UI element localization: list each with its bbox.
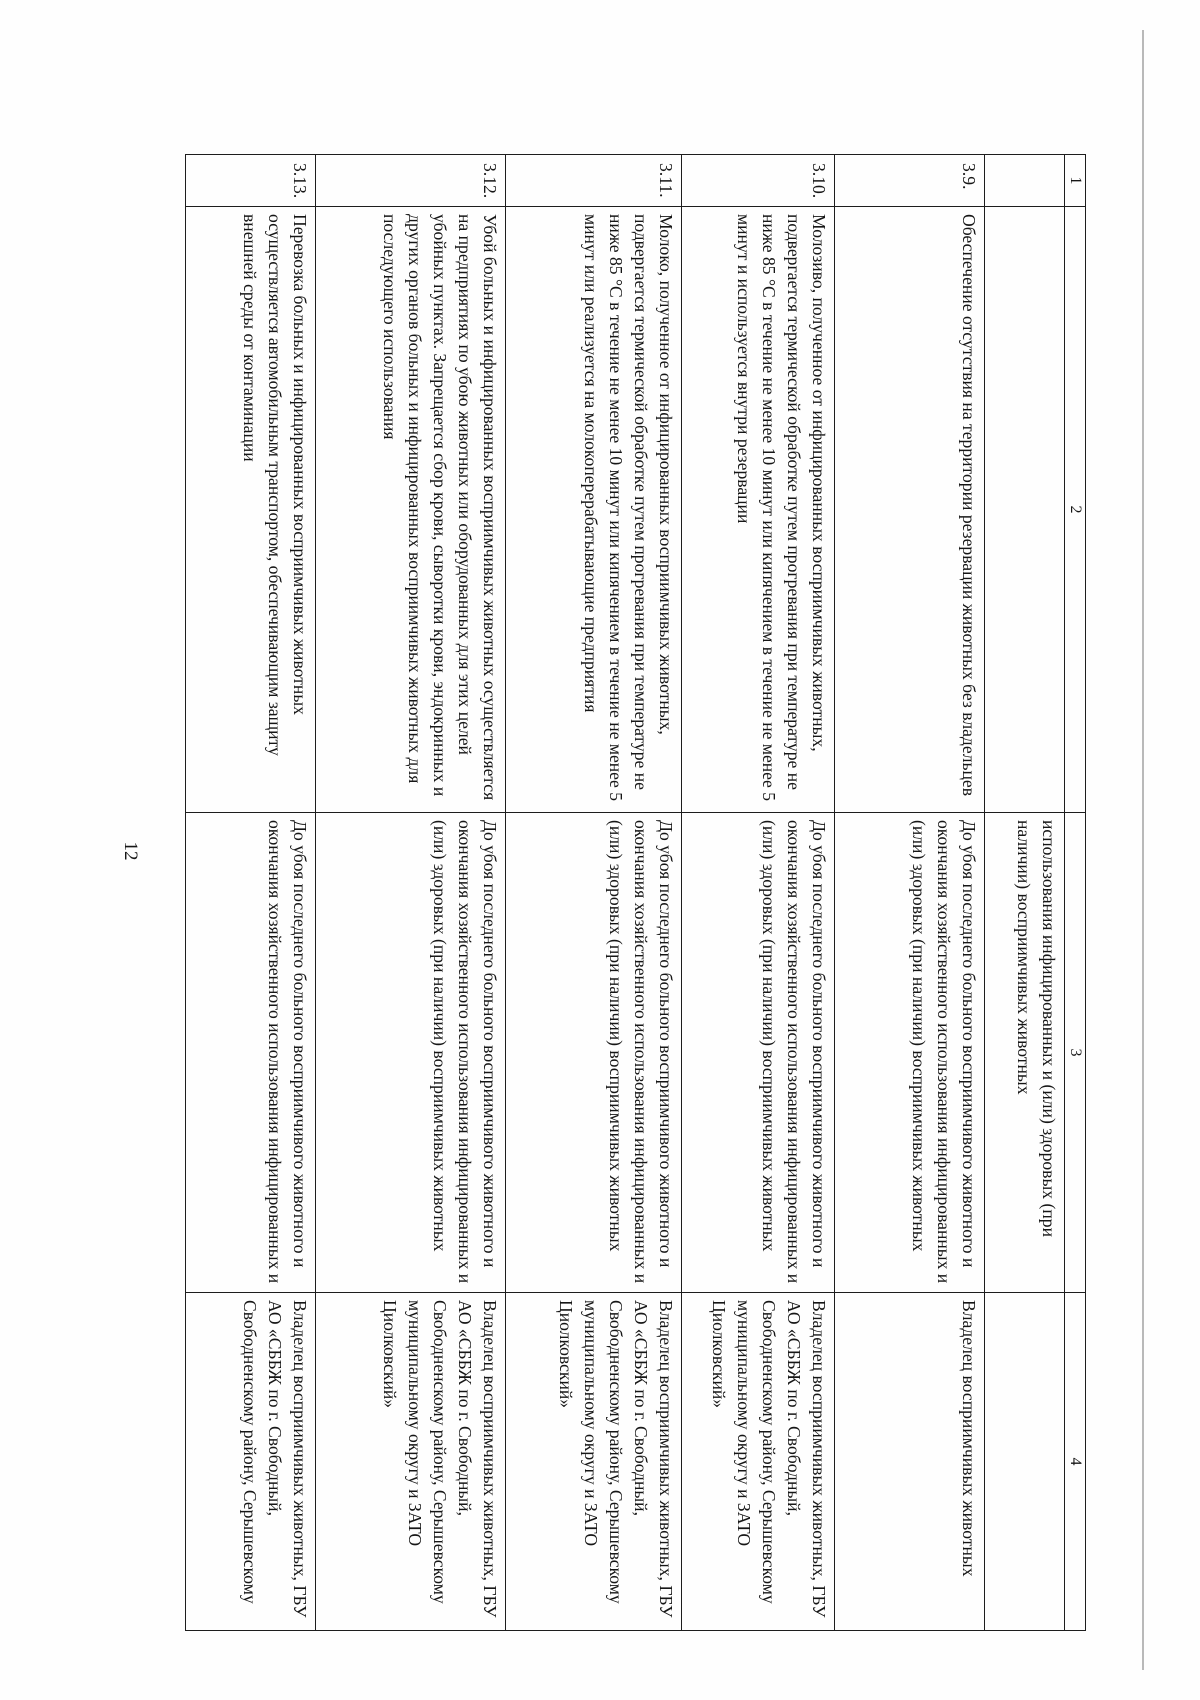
header-col-1: 1 xyxy=(1065,155,1086,207)
table-row xyxy=(835,155,985,1631)
row-responsible: Владелец восприимчивых животных, ГБУ АО «СББЖ по г. Свободный, Свободненскому району, Серышевскому муниципальному округу и ЗАТО Циолковский» xyxy=(506,1293,682,1631)
row-measure: Обеспечение отсутствия на территории резервации животных без владельцев xyxy=(835,207,985,813)
row-term: До убоя последнего больного восприимчивого животного и окончания хозяйственного использования инфицированных и (или) здоровых (при наличии) восприимчивых животных xyxy=(835,813,985,1293)
table-header-row xyxy=(1065,155,1086,1631)
row-number: 3.9. xyxy=(835,155,985,207)
row-number: 3.13. xyxy=(186,155,316,207)
row-responsible: Владелец восприимчивых животных, ГБУ АО «СББЖ по г. Свободный, Свободненскому району, Серышевскому муниципальному округу и ЗАТО Циолковский» xyxy=(316,1293,506,1631)
row-term: До убоя последнего больного восприимчивого животного и окончания хозяйственного использования инфицированных и (или) здоровых (при наличии) восприимчивых животных xyxy=(506,813,682,1293)
row-responsible: Владелец восприимчивых животных, ГБУ АО «СББЖ по г. Свободный, Свободненскому району, Серышевскому xyxy=(186,1293,316,1631)
row-measure xyxy=(985,207,1065,813)
row-responsible: Владелец восприимчивых животных xyxy=(835,1293,985,1631)
row-measure: Молоко, полученное от инфицированных восприимчивых животных, подвергается термической обработке путем прогревания при температуре не ниже 85 °С в течение не менее 10 минут или кипячением в течение не менее 5 минут или реализуется на молокоперерабатывающие предприятия xyxy=(506,207,682,813)
page-number: 12 xyxy=(120,841,141,861)
row-number: 3.10. xyxy=(682,155,835,207)
table-row xyxy=(682,155,835,1631)
row-measure: Перевозка больных и инфицированных восприимчивых животных осуществляется автомобильным транспортом, обеспечивающим защиту внешней среды от контаминации xyxy=(186,207,316,813)
row-term: До убоя последнего больного восприимчивого животного и окончания хозяйственного использования инфицированных и (или) здоровых (при наличии) восприимчивых животных xyxy=(682,813,835,1293)
row-number: 3.12. xyxy=(316,155,506,207)
row-number xyxy=(985,155,1065,207)
row-term: До убоя последнего больного восприимчивого животного и окончания хозяйственного использования инфицированных и xyxy=(186,813,316,1293)
row-responsible: Владелец восприимчивых животных, ГБУ АО «СББЖ по г. Свободный, Свободненскому району, Серышевскому муниципальному округу и ЗАТО Циолковский» xyxy=(682,1293,835,1631)
table-row xyxy=(186,155,316,1631)
row-term: использования инфицированных и (или) здоровых (при наличии) восприимчивых животных xyxy=(985,813,1065,1293)
row-responsible xyxy=(985,1293,1065,1631)
table-row xyxy=(316,155,506,1631)
measures-table xyxy=(185,154,1086,1631)
rotated-table-container xyxy=(185,154,1086,1630)
header-col-2: 2 xyxy=(1065,207,1086,813)
row-number: 3.11. xyxy=(506,155,682,207)
scan-edge-line xyxy=(1142,30,1144,1670)
row-term: До убоя последнего больного восприимчивого животного и окончания хозяйственного использования инфицированных и (или) здоровых (при наличии) восприимчивых животных xyxy=(316,813,506,1293)
row-measure: Молозиво, полученное от инфицированных восприимчивых животных, подвергается термической обработке путем прогревания при температуре не ниже 85 °С в течение не менее 10 минут или кипячением в течение не менее 5 минут и используется внутри резервации xyxy=(682,207,835,813)
header-col-4: 4 xyxy=(1065,1293,1086,1631)
row-measure: Убой больных и инфицированных восприимчивых животных осуществляется на предприятиях по убою животных или оборудованных для этих целей убойных пунктах. Запрещается сбор крови, сыворотки крови, эндокринных и других органов больных и инфицированных восприимчивых животных для последующего использования xyxy=(316,207,506,813)
table-row xyxy=(506,155,682,1631)
table-row xyxy=(985,155,1065,1631)
header-col-3: 3 xyxy=(1065,813,1086,1293)
